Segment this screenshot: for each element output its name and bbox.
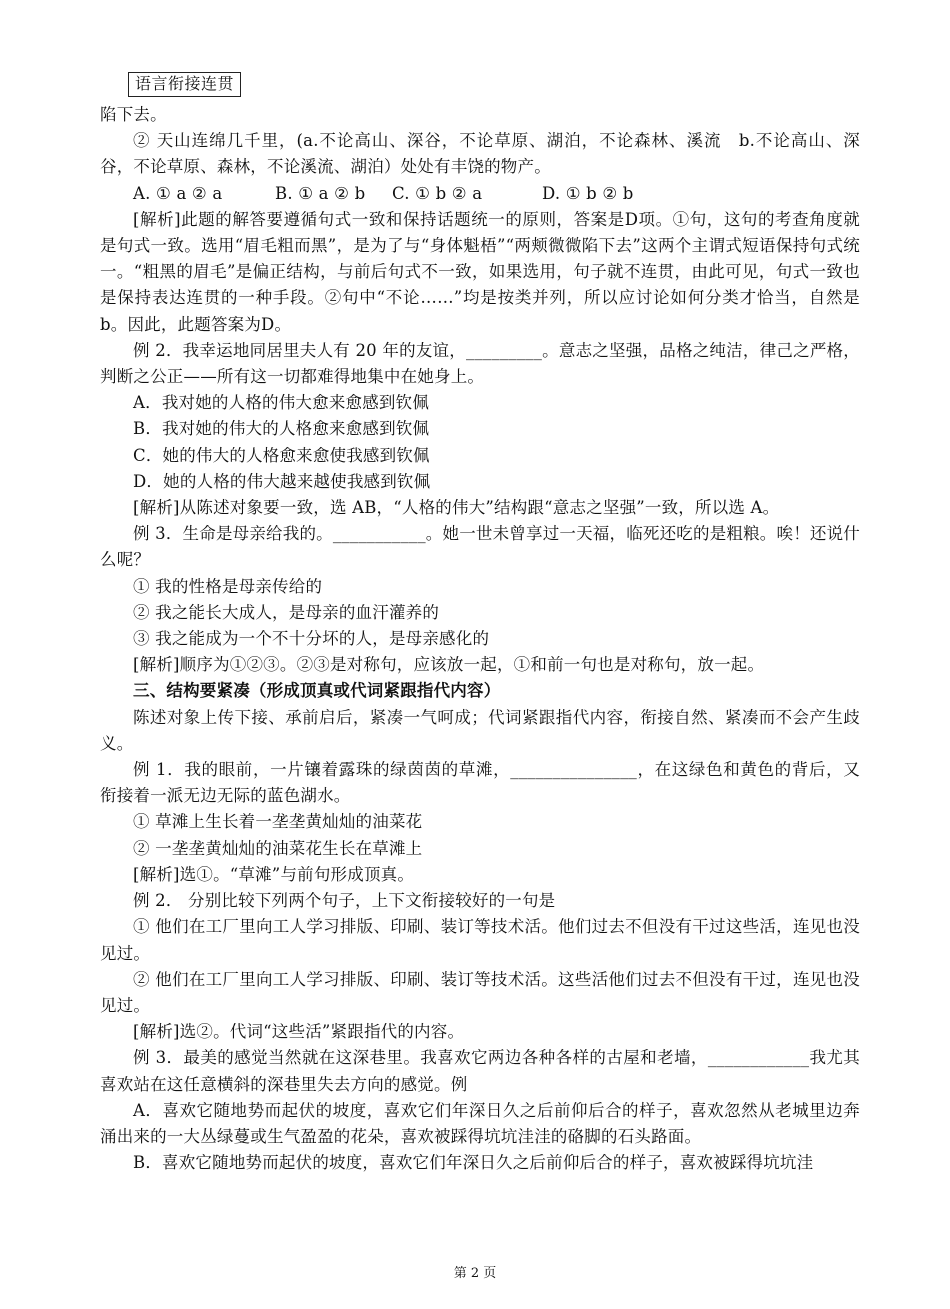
choice-item: ② 他们在工厂里向工人学习排版、印刷、装订等技术活。这些活他们过去不但没有干过，连见也没见过。 xyxy=(100,969,860,1015)
page-footer xyxy=(0,1266,950,1282)
text-line: ② 天山连绵几千里，(a.不论高山、深谷，不论草原、湖泊，不论森林、溪流 b.不论高山、深谷，不论草原、森林，不论溪流、湖泊）处处有丰饶的物产。 xyxy=(100,131,860,177)
choice-item: ② 我之能长大成人，是母亲的血汗灌养的 xyxy=(133,602,440,622)
option-a: A. ① a ② a xyxy=(133,183,223,203)
option-d: D. ① b ② b xyxy=(542,183,634,203)
choice-item: A．我对她的人格的伟大愈来愈感到钦佩 xyxy=(133,393,430,413)
option-c: C. ① b ② a xyxy=(392,183,483,203)
option-b: B. ① a ② b xyxy=(275,183,366,203)
analysis-paragraph: [解析]从陈述对象要一致，选 AB，“人格的伟大”结构跟“意志之坚强”一致，所以选 A。 xyxy=(133,498,780,518)
section-header-label: 语言衔接连贯 xyxy=(135,74,235,93)
choice-item: ① 他们在工厂里向工人学习排版、印刷、装订等技术活。他们过去不但没有干过这些活，连见也没见过。 xyxy=(100,917,860,963)
example-question: 例 2． 分别比较下列两个句子，上下文衔接较好的一句是 xyxy=(133,891,556,911)
choice-item: B．我对她的伟大的人格愈来愈感到钦佩 xyxy=(133,419,430,439)
example-question: 例 3．最美的感觉当然就在这深巷里。我喜欢它两边各种各样的古屋和老墙，____________我尤其喜欢站在这任意横斜的深巷里失去方向的感觉。例 xyxy=(100,1048,860,1094)
choice-item: A．喜欢它随地势而起伏的坡度，喜欢它们年深日久之后前仰后合的样子，喜欢忽然从老城里边奔涌出来的一大丛绿蔓或生气盈盈的花朵，喜欢被踩得坑坑洼洼的硌脚的石头路面。 xyxy=(100,1100,860,1146)
analysis-paragraph: [解析]顺序为①②③。②③是对称句，应该放一起，①和前一句也是对称句，放一起。 xyxy=(133,655,765,675)
choice-item: ② 一垄垄黄灿灿的油菜花生长在草滩上 xyxy=(133,838,423,858)
choice-item: ③ 我之能成为一个不十分坏的人，是母亲感化的 xyxy=(133,629,490,649)
text-line: 陷下去。 xyxy=(100,105,167,124)
example-question: 例 3．生命是母亲给我的。___________。她一世未曾享过一天福，临死还吃的是粗粮。唉！还说什么呢？ xyxy=(100,524,860,570)
example-question: 例 1．我的眼前，一片镶着露珠的绿茵茵的草滩，_______________，在这绿色和黄色的背后，又衔接着一派无边无际的蓝色湖水。 xyxy=(100,760,860,806)
body-paragraph: 陈述对象上传下接、承前启后，紧凑一气呵成；代词紧跟指代内容，衔接自然、紧凑而不会产生歧义。 xyxy=(100,707,860,753)
choice-item: ① 草滩上生长着一垄垄黄灿灿的油菜花 xyxy=(133,812,423,832)
choice-item: C．她的伟大的人格愈来愈使我感到钦佩 xyxy=(133,445,430,465)
choice-item: D．她的人格的伟大越来越使我感到钦佩 xyxy=(133,471,431,491)
choice-item: ① 我的性格是母亲传给的 xyxy=(133,576,323,596)
answer-options-row xyxy=(100,181,860,207)
section-header-box xyxy=(128,72,241,97)
analysis-paragraph: [解析]选②。代词“这些活”紧跟指代的内容。 xyxy=(133,1022,465,1042)
choice-item: B．喜欢它随地势而起伏的坡度，喜欢它们年深日久之后前仰后合的样子，喜欢被踩得坑坑洼 xyxy=(133,1153,814,1173)
page-number: 第 2 页 xyxy=(453,1266,497,1281)
section-heading: 三、结构要紧凑（形成顶真或代词紧跟指代内容） xyxy=(133,681,501,701)
analysis-paragraph: [解析]此题的解答要遵循句式一致和保持话题统一的原则，答案是D项。①句，这句的考查角度就是句式一致。选用“眉毛粗而黑”，是为了与“身体魁梧”“两颊微微陷下去”这两个主谓式短语保持句式统一。“粗黑的眉毛”是偏正结构，与前后句式不一致，如果选用，句子就不连贯，由此可见，句式一致也是保持表达连贯的一种手段。②句中“不论……”均是按类并列，所以应讨论如何分类才恰当，自然是b。因此，此题答案为D。 xyxy=(100,209,860,334)
analysis-paragraph: [解析]选①。“草滩”与前句形成顶真。 xyxy=(133,864,415,884)
example-question: 例 2．我幸运地同居里夫人有 20 年的友谊，_________。意志之坚强，品格之纯洁，律己之严格，判断之公正——所有这一切都难得地集中在她身上。 xyxy=(100,340,860,387)
document-body xyxy=(100,102,860,1176)
